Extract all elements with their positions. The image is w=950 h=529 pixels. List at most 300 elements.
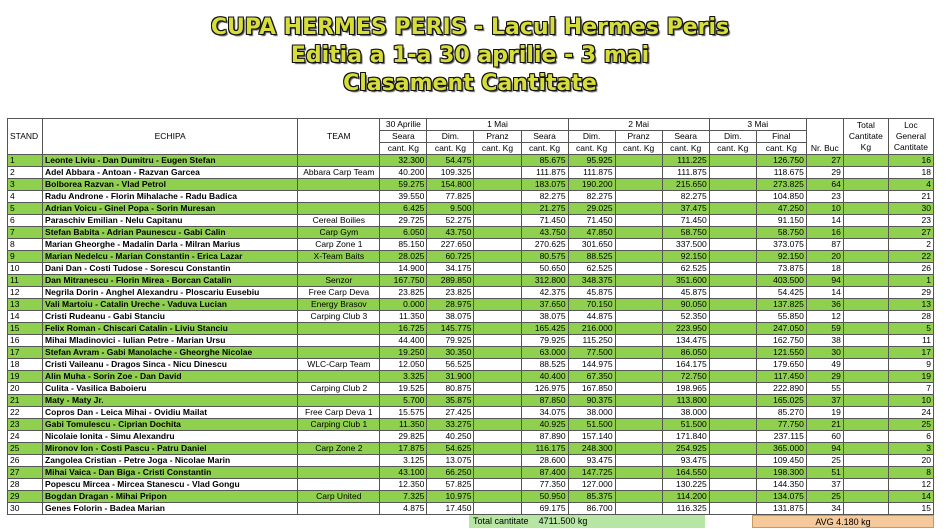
- cell-c3: [474, 479, 521, 491]
- cell-buc: 21: [806, 419, 843, 431]
- cell-c3: [474, 275, 521, 287]
- cell-c1: 44.400: [380, 335, 427, 347]
- cell-buc: 55: [806, 383, 843, 395]
- cell-echipa: Genes Folorin - Badea Marian: [43, 503, 298, 515]
- cell-c6: [615, 167, 662, 179]
- table-row: [8, 431, 934, 443]
- cell-c5: 70.150: [568, 299, 615, 311]
- cell-c8: [709, 371, 756, 383]
- cell-loc: 16: [888, 155, 933, 167]
- cell-c2: 13.075: [427, 455, 474, 467]
- cell-c3: [474, 203, 521, 215]
- header-cant-kg: cant. Kg: [380, 143, 427, 155]
- cell-loc: 23: [888, 215, 933, 227]
- cell-c8: [709, 419, 756, 431]
- cell-stand: 9: [8, 251, 43, 263]
- cell-c8: [709, 311, 756, 323]
- cell-c8: [709, 167, 756, 179]
- cell-c6: [615, 383, 662, 395]
- header-day-2-mai: 2 Mai: [568, 119, 709, 131]
- results-table: [7, 118, 934, 515]
- cell-team: Carping Club 3: [298, 311, 380, 323]
- cell-c1: 0.000: [380, 299, 427, 311]
- cell-c7: 58.750: [662, 227, 709, 239]
- header-pranz: Pranz: [615, 131, 662, 143]
- table-row: [8, 203, 934, 215]
- total-quantity-label: Total cantitate: [473, 516, 529, 526]
- cell-loc: 13: [888, 299, 933, 311]
- cell-buc: 19: [806, 407, 843, 419]
- cell-echipa: Radu Androne - Florin Mihalache - Radu Badica: [43, 191, 298, 203]
- cell-team: Carp Gym: [298, 227, 380, 239]
- cell-buc: 25: [806, 491, 843, 503]
- cell-stand: 1: [8, 155, 43, 167]
- cell-c7: 38.000: [662, 407, 709, 419]
- cell-c6: [615, 431, 662, 443]
- cell-total: [843, 275, 888, 287]
- cell-c9: 121.550: [756, 347, 806, 359]
- cell-c2: 227.650: [427, 239, 474, 251]
- cell-team: Free Carp Deva: [298, 287, 380, 299]
- cell-c7: 111.225: [662, 155, 709, 167]
- cell-c3: [474, 227, 521, 239]
- cell-c8: [709, 347, 756, 359]
- cell-loc: 21: [888, 191, 933, 203]
- cell-total: [843, 443, 888, 455]
- cell-c9: 162.750: [756, 335, 806, 347]
- cell-c3: [474, 179, 521, 191]
- cell-team: [298, 371, 380, 383]
- cell-c4: 88.525: [521, 359, 568, 371]
- cell-stand: 6: [8, 215, 43, 227]
- cell-c1: 6.050: [380, 227, 427, 239]
- cell-loc: 2: [888, 239, 933, 251]
- cell-c3: [474, 359, 521, 371]
- cell-c9: 73.875: [756, 263, 806, 275]
- cell-buc: 14: [806, 287, 843, 299]
- cell-c2: 66.250: [427, 467, 474, 479]
- cell-c7: 254.925: [662, 443, 709, 455]
- cell-c3: [474, 311, 521, 323]
- cell-loc: 3: [888, 443, 933, 455]
- header-day-3-mai: 3 Mai: [709, 119, 806, 131]
- cell-c6: [615, 335, 662, 347]
- cell-c6: [615, 227, 662, 239]
- cell-echipa: Mironov Ion - Costi Pascu - Patru Daniel: [43, 443, 298, 455]
- cell-team: Energy Brasov: [298, 299, 380, 311]
- cell-c9: 58.750: [756, 227, 806, 239]
- table-row: [8, 263, 934, 275]
- cell-c5: 82.275: [568, 191, 615, 203]
- cell-team: Abbara Carp Team: [298, 167, 380, 179]
- cell-echipa: Stefan Babita - Adrian Paunescu - Gabi Calin: [43, 227, 298, 239]
- cell-team: [298, 323, 380, 335]
- cell-c1: 11.350: [380, 311, 427, 323]
- cell-stand: 22: [8, 407, 43, 419]
- cell-c7: 130.225: [662, 479, 709, 491]
- cell-c3: [474, 167, 521, 179]
- cell-c4: 116.175: [521, 443, 568, 455]
- cell-echipa: Bogdan Dragan - Mihai Pripon: [43, 491, 298, 503]
- header-dim: Dim.: [427, 131, 474, 143]
- cell-c2: 38.075: [427, 311, 474, 323]
- cell-c9: 373.075: [756, 239, 806, 251]
- header-cant-kg: cant. Kg: [427, 143, 474, 155]
- cell-echipa: Adel Abbara - Antoan - Razvan Garcea: [43, 167, 298, 179]
- cell-c8: [709, 383, 756, 395]
- table-row: [8, 311, 934, 323]
- cell-echipa: Marian Nedelcu - Marian Constantin - Erica Lazar: [43, 251, 298, 263]
- table-row: [8, 443, 934, 455]
- cell-loc: 27: [888, 227, 933, 239]
- cell-buc: 25: [806, 455, 843, 467]
- cell-c9: 47.250: [756, 203, 806, 215]
- cell-c1: 12.050: [380, 359, 427, 371]
- cell-c5: 127.000: [568, 479, 615, 491]
- cell-c1: 29.725: [380, 215, 427, 227]
- cell-echipa: Marian Gheorghe - Madalin Darla - Milran Marius: [43, 239, 298, 251]
- cell-total: [843, 335, 888, 347]
- cell-c9: 118.675: [756, 167, 806, 179]
- cell-c3: [474, 455, 521, 467]
- cell-c2: 9.500: [427, 203, 474, 215]
- cell-c6: [615, 215, 662, 227]
- header-stand: STAND: [8, 119, 43, 155]
- cell-c7: 113.800: [662, 395, 709, 407]
- cell-total: [843, 371, 888, 383]
- cell-buc: 12: [806, 311, 843, 323]
- cell-c5: 248.300: [568, 443, 615, 455]
- cell-c3: [474, 347, 521, 359]
- cell-c6: [615, 239, 662, 251]
- cell-c1: 19.250: [380, 347, 427, 359]
- cell-c7: 82.275: [662, 191, 709, 203]
- table-row: [8, 227, 934, 239]
- cell-stand: 4: [8, 191, 43, 203]
- cell-loc: 9: [888, 359, 933, 371]
- table-row: [8, 407, 934, 419]
- cell-c1: 16.725: [380, 323, 427, 335]
- cell-c2: 57.825: [427, 479, 474, 491]
- header-seara: Seara: [521, 131, 568, 143]
- table-row: [8, 275, 934, 287]
- cell-team: [298, 179, 380, 191]
- cell-c6: [615, 419, 662, 431]
- cell-c8: [709, 479, 756, 491]
- cell-c7: 223.950: [662, 323, 709, 335]
- cell-c4: 165.425: [521, 323, 568, 335]
- cell-c1: 7.325: [380, 491, 427, 503]
- cell-loc: 20: [888, 455, 933, 467]
- cell-c7: 90.050: [662, 299, 709, 311]
- cell-stand: 7: [8, 227, 43, 239]
- cell-buc: 23: [806, 191, 843, 203]
- cell-total: [843, 503, 888, 515]
- cell-total: [843, 419, 888, 431]
- cell-c2: 77.825: [427, 191, 474, 203]
- header-nr-buc: Nr. Buc: [806, 119, 843, 155]
- header-cant-kg: cant. Kg: [568, 143, 615, 155]
- cell-c6: [615, 455, 662, 467]
- cell-c6: [615, 479, 662, 491]
- cell-buc: 87: [806, 239, 843, 251]
- cell-c9: 403.500: [756, 275, 806, 287]
- cell-team: X-Team Baits: [298, 251, 380, 263]
- cell-c6: [615, 407, 662, 419]
- cell-c6: [615, 311, 662, 323]
- cell-c2: 109.325: [427, 167, 474, 179]
- cell-stand: 29: [8, 491, 43, 503]
- cell-c6: [615, 203, 662, 215]
- cell-team: Carp United: [298, 491, 380, 503]
- cell-loc: 18: [888, 167, 933, 179]
- cell-c5: 90.375: [568, 395, 615, 407]
- cell-c8: [709, 251, 756, 263]
- cell-c9: 237.115: [756, 431, 806, 443]
- cell-echipa: Mihai Vaica - Dan Biga - Cristi Constantin: [43, 467, 298, 479]
- cell-total: [843, 383, 888, 395]
- cell-team: [298, 191, 380, 203]
- cell-stand: 3: [8, 179, 43, 191]
- table-row: [8, 359, 934, 371]
- cell-total: [843, 395, 888, 407]
- cell-buc: 29: [806, 167, 843, 179]
- cell-c2: 154.800: [427, 179, 474, 191]
- cell-c5: 86.700: [568, 503, 615, 515]
- cell-c4: 79.925: [521, 335, 568, 347]
- cell-echipa: Gabi Tomulescu - Ciprian Dochita: [43, 419, 298, 431]
- cell-c6: [615, 287, 662, 299]
- cell-team: Carp Zone 2: [298, 443, 380, 455]
- cell-c1: 29.825: [380, 431, 427, 443]
- page-title: CUPA HERMES PERIS - Lacul Hermes Peris: [210, 15, 730, 40]
- cell-c8: [709, 203, 756, 215]
- cell-c8: [709, 179, 756, 191]
- cell-c4: 270.625: [521, 239, 568, 251]
- cell-loc: 22: [888, 251, 933, 263]
- cell-loc: 17: [888, 347, 933, 359]
- header-cant-kg: cant. Kg: [662, 143, 709, 155]
- results-body: [8, 155, 934, 515]
- header-dim: Dim.: [709, 131, 756, 143]
- cell-loc: 28: [888, 311, 933, 323]
- cell-c3: [474, 299, 521, 311]
- cell-c2: 145.775: [427, 323, 474, 335]
- cell-c8: [709, 215, 756, 227]
- cell-c8: [709, 491, 756, 503]
- cell-c2: 40.250: [427, 431, 474, 443]
- cell-c5: 348.375: [568, 275, 615, 287]
- cell-team: [298, 455, 380, 467]
- cell-echipa: Felix Roman - Chiscari Catalin - Liviu Stanciu: [43, 323, 298, 335]
- cell-stand: 16: [8, 335, 43, 347]
- cell-c5: 38.000: [568, 407, 615, 419]
- cell-c8: [709, 455, 756, 467]
- cell-buc: 10: [806, 203, 843, 215]
- cell-total: [843, 251, 888, 263]
- cell-team: [298, 467, 380, 479]
- cell-loc: 26: [888, 263, 933, 275]
- cell-c5: 77.500: [568, 347, 615, 359]
- cell-team: [298, 431, 380, 443]
- cell-c1: 40.200: [380, 167, 427, 179]
- cell-c1: 43.100: [380, 467, 427, 479]
- header-seara: Seara: [662, 131, 709, 143]
- cell-total: [843, 203, 888, 215]
- cell-team: Carp Zone 1: [298, 239, 380, 251]
- cell-c3: [474, 263, 521, 275]
- cell-c6: [615, 155, 662, 167]
- cell-c2: 28.975: [427, 299, 474, 311]
- header-team: TEAM: [298, 119, 380, 155]
- cell-loc: 14: [888, 491, 933, 503]
- cell-loc: 19: [888, 371, 933, 383]
- cell-c4: 43.750: [521, 227, 568, 239]
- cell-c3: [474, 443, 521, 455]
- cell-c5: 45.875: [568, 287, 615, 299]
- cell-c9: 198.300: [756, 467, 806, 479]
- cell-c2: 17.450: [427, 503, 474, 515]
- cell-c3: [474, 419, 521, 431]
- cell-c7: 52.350: [662, 311, 709, 323]
- cell-stand: 24: [8, 431, 43, 443]
- cell-c1: 3.125: [380, 455, 427, 467]
- cell-loc: 8: [888, 467, 933, 479]
- cell-c5: 144.975: [568, 359, 615, 371]
- table-row: [8, 179, 934, 191]
- cell-c2: 56.525: [427, 359, 474, 371]
- table-row: [8, 371, 934, 383]
- cell-c9: 54.425: [756, 287, 806, 299]
- cell-c1: 14.900: [380, 263, 427, 275]
- cell-stand: 10: [8, 263, 43, 275]
- cell-c9: 104.850: [756, 191, 806, 203]
- cell-c5: 115.250: [568, 335, 615, 347]
- cell-c8: [709, 335, 756, 347]
- table-row: [8, 419, 934, 431]
- cell-echipa: Negrila Dorin - Anghel Alexandru - Ploscariu Eusebiu: [43, 287, 298, 299]
- cell-team: Carping Club 2: [298, 383, 380, 395]
- cell-stand: 30: [8, 503, 43, 515]
- cell-buc: 59: [806, 323, 843, 335]
- cell-c9: 126.750: [756, 155, 806, 167]
- cell-total: [843, 287, 888, 299]
- table-row: [8, 383, 934, 395]
- cell-buc: 20: [806, 251, 843, 263]
- cell-c9: 247.050: [756, 323, 806, 335]
- cell-echipa: Dan Mitranescu - Florin Mirea - Borcan Catalin: [43, 275, 298, 287]
- cell-buc: 51: [806, 467, 843, 479]
- cell-loc: 6: [888, 431, 933, 443]
- header-pranz: Pranz: [474, 131, 521, 143]
- cell-echipa: Maty - Maty Jr.: [43, 395, 298, 407]
- cell-echipa: Zangolea Cristian - Petre Joga - Nicolae Marin: [43, 455, 298, 467]
- cell-c1: 4.875: [380, 503, 427, 515]
- cell-c7: 45.875: [662, 287, 709, 299]
- cell-total: [843, 407, 888, 419]
- cell-c6: [615, 359, 662, 371]
- cell-c2: 33.275: [427, 419, 474, 431]
- cell-c7: 93.475: [662, 455, 709, 467]
- cell-c2: 43.750: [427, 227, 474, 239]
- cell-c7: 86.050: [662, 347, 709, 359]
- cell-c7: 72.750: [662, 371, 709, 383]
- table-row: [8, 395, 934, 407]
- cell-team: WLC-Carp Team: [298, 359, 380, 371]
- header-dim: Dim.: [568, 131, 615, 143]
- cell-team: [298, 203, 380, 215]
- cell-loc: 25: [888, 419, 933, 431]
- cell-total: [843, 323, 888, 335]
- cell-c5: 44.875: [568, 311, 615, 323]
- cell-c6: [615, 503, 662, 515]
- cell-team: Carping Club 1: [298, 419, 380, 431]
- cell-c7: 92.150: [662, 251, 709, 263]
- cell-c4: 34.075: [521, 407, 568, 419]
- cell-buc: 64: [806, 179, 843, 191]
- cell-loc: 29: [888, 287, 933, 299]
- cell-c8: [709, 299, 756, 311]
- cell-c6: [615, 263, 662, 275]
- header-cant-kg: cant. Kg: [521, 143, 568, 155]
- cell-c8: [709, 227, 756, 239]
- cell-c8: [709, 359, 756, 371]
- cell-total: [843, 347, 888, 359]
- header-cant-kg: cant. Kg: [615, 143, 662, 155]
- cell-c5: 95.925: [568, 155, 615, 167]
- cell-c7: 351.600: [662, 275, 709, 287]
- table-row: [8, 299, 934, 311]
- cell-total: [843, 239, 888, 251]
- cell-buc: 16: [806, 227, 843, 239]
- header-total: Total Cantitate Kg: [843, 119, 888, 155]
- cell-c5: 51.500: [568, 419, 615, 431]
- cell-stand: 23: [8, 419, 43, 431]
- cell-buc: 38: [806, 335, 843, 347]
- cell-stand: 11: [8, 275, 43, 287]
- cell-c9: 137.825: [756, 299, 806, 311]
- table-row: [8, 167, 934, 179]
- cell-buc: 18: [806, 263, 843, 275]
- cell-buc: 27: [806, 155, 843, 167]
- cell-c5: 167.850: [568, 383, 615, 395]
- cell-c9: 273.825: [756, 179, 806, 191]
- cell-loc: 7: [888, 383, 933, 395]
- cell-c9: 117.450: [756, 371, 806, 383]
- cell-total: [843, 227, 888, 239]
- cell-c5: 29.025: [568, 203, 615, 215]
- cell-c9: 179.650: [756, 359, 806, 371]
- cell-c9: 365.000: [756, 443, 806, 455]
- cell-echipa: Nicolaie Ionita - Simu Alexandru: [43, 431, 298, 443]
- cell-echipa: Vali Martoiu - Catalin Ureche - Vaduva Lucian: [43, 299, 298, 311]
- cell-total: [843, 311, 888, 323]
- cell-c4: 77.350: [521, 479, 568, 491]
- cell-c2: 35.875: [427, 395, 474, 407]
- table-row: [8, 503, 934, 515]
- cell-c4: 126.975: [521, 383, 568, 395]
- cell-c3: [474, 467, 521, 479]
- cell-stand: 28: [8, 479, 43, 491]
- cell-c5: 88.525: [568, 251, 615, 263]
- cell-c5: 216.000: [568, 323, 615, 335]
- cell-c9: 85.270: [756, 407, 806, 419]
- header-cant-kg: cant. Kg: [756, 143, 806, 155]
- cell-team: Cereal Boilies: [298, 215, 380, 227]
- cell-total: [843, 263, 888, 275]
- cell-buc: 34: [806, 503, 843, 515]
- cell-c7: 171.840: [662, 431, 709, 443]
